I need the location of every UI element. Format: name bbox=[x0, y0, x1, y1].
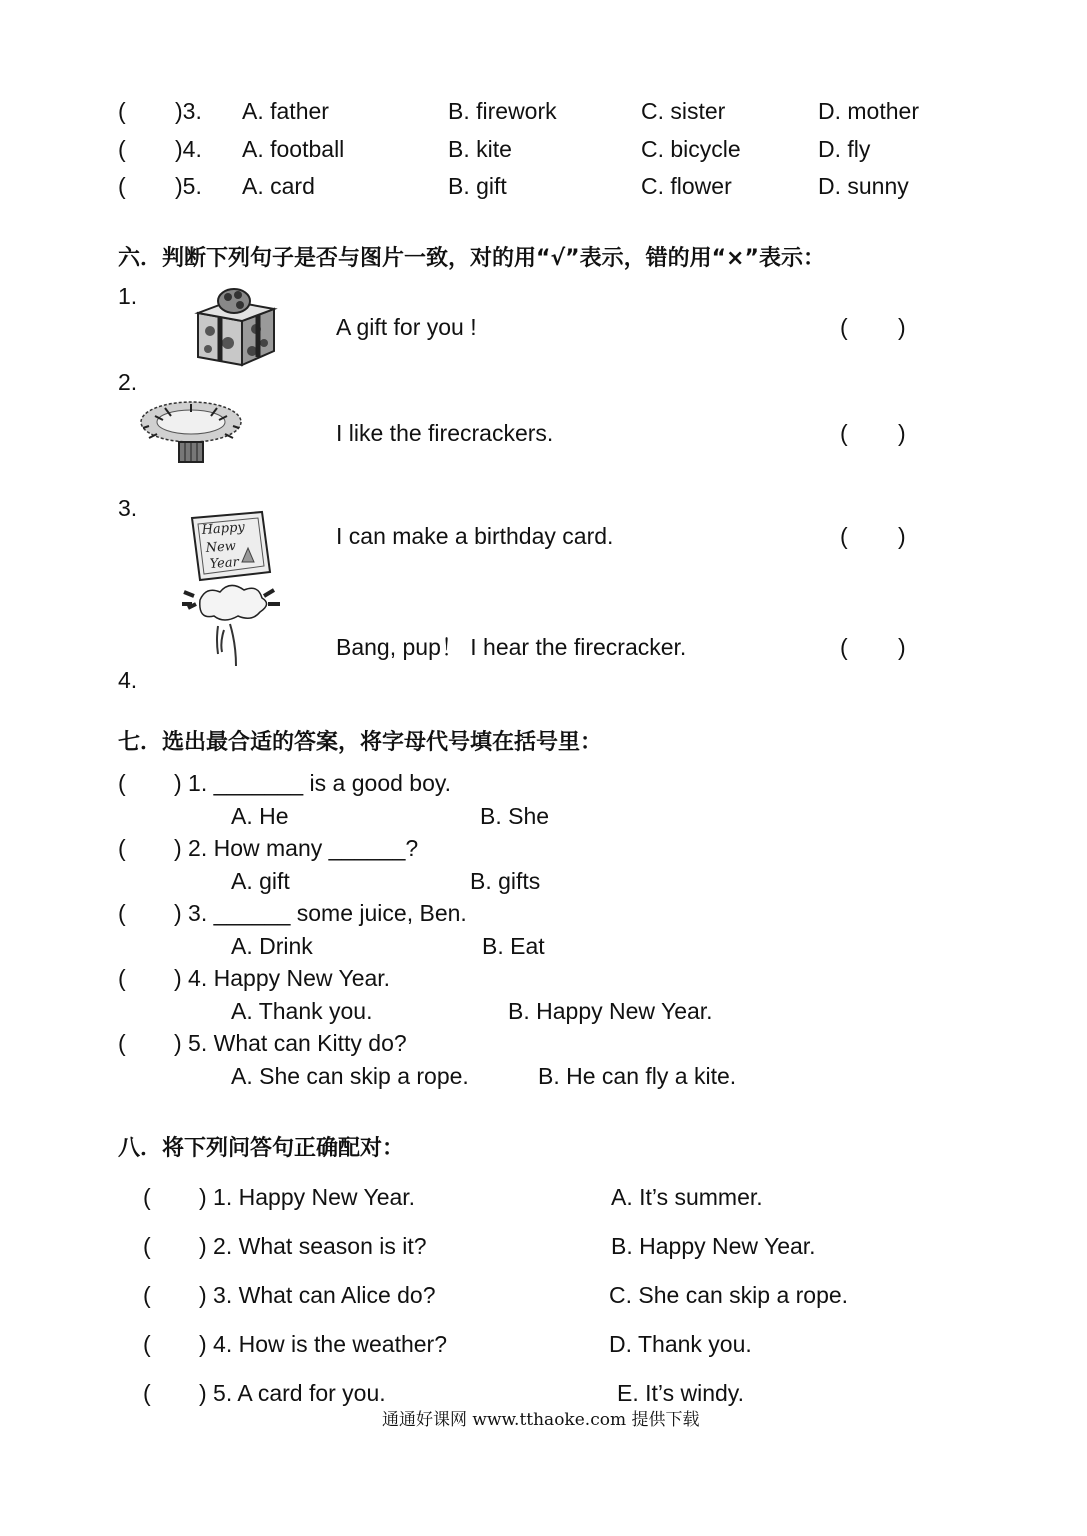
option-c: C. sister bbox=[641, 98, 726, 124]
page-footer: 通通好课网 www.tthaoke.com 提供下载 bbox=[382, 1410, 700, 1430]
option-d: D. sunny bbox=[818, 173, 909, 199]
answer-option: E. It’s windy. bbox=[617, 1380, 744, 1406]
option-a: A. He bbox=[231, 803, 289, 829]
firecracker-burst-image bbox=[135, 398, 247, 468]
question-text: ) 2. How many ______? bbox=[174, 835, 419, 861]
answer-paren-close: ) bbox=[898, 314, 906, 340]
option-a: A. gift bbox=[231, 868, 290, 894]
answer-paren-open: ( bbox=[840, 634, 848, 660]
option-d: D. fly bbox=[818, 136, 871, 162]
question-text: ) 4. How is the weather? bbox=[199, 1331, 448, 1357]
option-d: D. mother bbox=[818, 98, 919, 124]
question-text: ) 4. Happy New Year. bbox=[174, 965, 391, 991]
option-c: C. flower bbox=[641, 173, 732, 199]
answer-paren-open: ( bbox=[840, 420, 848, 446]
answer-paren: ( bbox=[118, 98, 126, 124]
question-number: )3. bbox=[175, 98, 202, 124]
answer-paren-close: ) bbox=[898, 420, 906, 446]
question-text: ) 3. What can Alice do? bbox=[199, 1282, 436, 1308]
option-c: C. bicycle bbox=[641, 136, 741, 162]
answer-paren: ( bbox=[118, 770, 126, 796]
card-text-year: Year bbox=[209, 554, 240, 572]
judge-sentence: Bang, pup！ I hear the firecracker. bbox=[336, 634, 687, 660]
answer-option: A. It’s summer. bbox=[611, 1184, 763, 1210]
question-text: ) 1. _______ is a good boy. bbox=[174, 770, 452, 796]
option-b: B. gift bbox=[448, 173, 507, 199]
card-text-new: New bbox=[205, 538, 237, 556]
option-b: B. Happy New Year. bbox=[508, 998, 713, 1024]
answer-paren: ( bbox=[118, 900, 126, 926]
judge-sentence: I can make a birthday card. bbox=[336, 523, 614, 549]
option-b: B. She bbox=[480, 803, 550, 829]
option-a: A. card bbox=[242, 173, 315, 199]
answer-paren-open: ( bbox=[840, 523, 848, 549]
answer-paren: ( bbox=[118, 136, 126, 162]
answer-paren-close: ) bbox=[898, 634, 906, 660]
item-number: 1. bbox=[118, 283, 138, 309]
answer-paren: ( bbox=[118, 965, 126, 991]
option-a: A. Thank you. bbox=[231, 998, 373, 1024]
answer-option: B. Happy New Year. bbox=[611, 1233, 816, 1259]
option-b: B. He can fly a kite. bbox=[538, 1063, 737, 1089]
gift-box-image bbox=[190, 285, 280, 369]
card-text-happy: Happy bbox=[201, 520, 246, 538]
section-title: 七．选出最合适的答案，将字母代号填在括号里： bbox=[118, 730, 603, 755]
option-a: A. football bbox=[242, 136, 345, 162]
answer-paren: ( bbox=[143, 1380, 151, 1406]
answer-option: D. Thank you. bbox=[609, 1331, 752, 1357]
answer-option: C. She can skip a rope. bbox=[609, 1282, 849, 1308]
option-b: B. firework bbox=[448, 98, 557, 124]
answer-paren: ( bbox=[143, 1282, 151, 1308]
option-b: B. Eat bbox=[482, 933, 545, 959]
item-number: 3. bbox=[118, 495, 138, 521]
new-year-card-image bbox=[188, 510, 278, 582]
option-a: A. She can skip a rope. bbox=[231, 1063, 469, 1089]
option-a: A. father bbox=[242, 98, 329, 124]
answer-paren: ( bbox=[118, 173, 126, 199]
answer-paren-close: ) bbox=[898, 523, 906, 549]
question-text: ) 3. ______ some juice, Ben. bbox=[174, 900, 467, 926]
item-number: 2. bbox=[118, 369, 138, 395]
firecracker-explosion-image bbox=[178, 578, 288, 670]
answer-paren-open: ( bbox=[840, 314, 848, 340]
option-b: B. gifts bbox=[470, 868, 541, 894]
section-title: 六．判断下列句子是否与图片一致，对的用“√”表示，错的用“×”表示： bbox=[118, 246, 825, 271]
option-a: A. Drink bbox=[231, 933, 313, 959]
question-number: )4. bbox=[175, 136, 202, 162]
answer-paren: ( bbox=[143, 1184, 151, 1210]
question-text: ) 5. A card for you. bbox=[199, 1380, 386, 1406]
answer-paren: ( bbox=[143, 1233, 151, 1259]
question-number: )5. bbox=[175, 173, 202, 199]
question-text: ) 5. What can Kitty do? bbox=[174, 1030, 407, 1056]
item-number: 4. bbox=[118, 667, 138, 693]
judge-sentence: A gift for you ! bbox=[336, 314, 477, 340]
question-text: ) 1. Happy New Year. bbox=[199, 1184, 416, 1210]
answer-paren: ( bbox=[143, 1331, 151, 1357]
question-text: ) 2. What season is it? bbox=[199, 1233, 427, 1259]
option-b: B. kite bbox=[448, 136, 512, 162]
answer-paren: ( bbox=[118, 835, 126, 861]
section-title: 八．将下列问答句正确配对： bbox=[118, 1136, 405, 1161]
answer-paren: ( bbox=[118, 1030, 126, 1056]
judge-sentence: I like the firecrackers. bbox=[336, 420, 554, 446]
